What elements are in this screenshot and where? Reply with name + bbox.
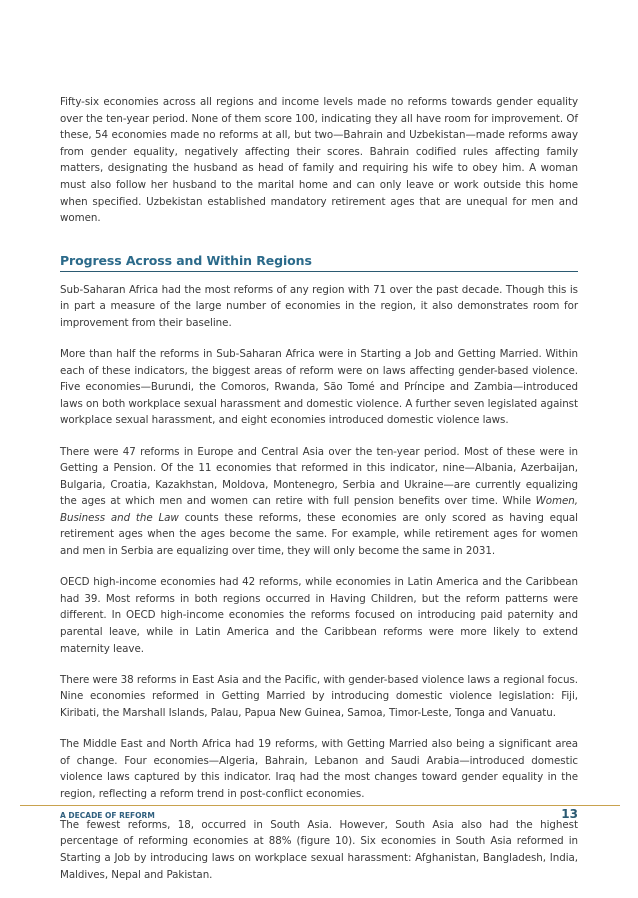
section-heading: Progress Across and Within Regions [60, 253, 578, 272]
page-body [60, 94, 578, 898]
paragraph-middle-east-north-africa: The Middle East and North Africa had 19 reforms, with Getting Married also being a significant area of change. Four economies—Algeria, Bahrain, Lebanon and Saudi Arabia—introduced domestic violence laws captured by this indicator. Iraq had the most changes toward gender equality in the region, reflecting a reform trend in post-conflict economies. [60, 737, 578, 800]
page-number: 13 [561, 807, 578, 821]
footer-running-title: A DECADE OF REFORM [60, 811, 155, 820]
paragraph-text: counts these reforms, these economies are only scored as having equal retirement ages when the ages become the same. For example, while retirement ages for women and men in Serbia are equalizing over time, they will only become the same in 2031. [60, 511, 578, 558]
publication-title: Women, Business and the Law [60, 495, 578, 524]
paragraph-sub-saharan-africa-overview: Sub-Saharan Africa had the most reforms of any region with 71 over the past decade. Though this is in part a measure of the large number of economies in the region, it also demonstrates room for improvement from their baseline. [60, 283, 578, 329]
paragraph-east-asia-pacific: There were 38 reforms in East Asia and the Pacific, with gender-based violence laws a regional focus. Nine economies reformed in Getting Married by introducing domestic violence legislation: Fiji, Kiribati, the Marshall Islands, Palau, Papua New Guinea, Samoa, Timor-Leste, Tonga and Vanuatu. [60, 673, 578, 719]
intro-paragraph: Fifty-six economies across all regions and income levels made no reforms towards gender equality over the ten-year period. None of them score 100, indicating they all have room for improvement. Of these, 54 economies made no reforms at all, but two—Bahrain and Uzbekistan—made reforms away from gender equality, negatively affecting their scores. Bahrain codified rules affecting family matters, designating the husband as head of family and requiring his wife to obey him. A woman must also follow her husband to the marital home and can only leave or work outside this home when specified. Uzbekistan established mandatory retirement ages that are unequal for men and women. [60, 96, 578, 225]
footer-divider [20, 805, 620, 806]
paragraph-sub-saharan-africa-details: More than half the reforms in Sub-Saharan Africa were in Starting a Job and Getting Married. Within each of these indicators, the biggest areas of reform were on laws affecting gender-based violence. Five economies—Burundi, the Comoros, Rwanda, São Tomé and Príncipe and Zambia—introduced laws on both workplace sexual harassment and domestic violence. A further seven legislated against workplace sexual harassment, and eight economies introduced domestic violence laws. [60, 348, 578, 427]
paragraph-text: There were 47 reforms in Europe and Central Asia over the ten-year period. Most of these were in Getting a Pension. Of the 11 economies that reformed in this indicator, nine—Albania, Azerbaijan, Bulgaria, Croatia, Kazakhstan, Moldova, Montenegro, Serbia and Ukraine—are currently equalizing the ages at which men and women can retire with full pension benefits over time. While [60, 445, 578, 508]
paragraph-oecd-latin-america: OECD high-income economies had 42 reforms, while economies in Latin America and the Caribbean had 39. Most reforms in both regions occurred in Having Children, but the reform patterns were different. In OECD high-income economies the reforms focused on introducing paid paternity and parental leave, while in Latin America and the Caribbean reforms were more likely to extend maternity leave. [60, 576, 578, 655]
paragraph-europe-central-asia [60, 444, 578, 560]
paragraph-south-asia: The fewest reforms, 18, occurred in South Asia. However, South Asia also had the highest percentage of reforming economies at 88% (figure 10). Six economies in South Asia reformed in Starting a Job by introducing laws on workplace sexual harassment: Afghanistan, Bangladesh, India, Maldives, Nepal and Pakistan. [60, 818, 578, 881]
